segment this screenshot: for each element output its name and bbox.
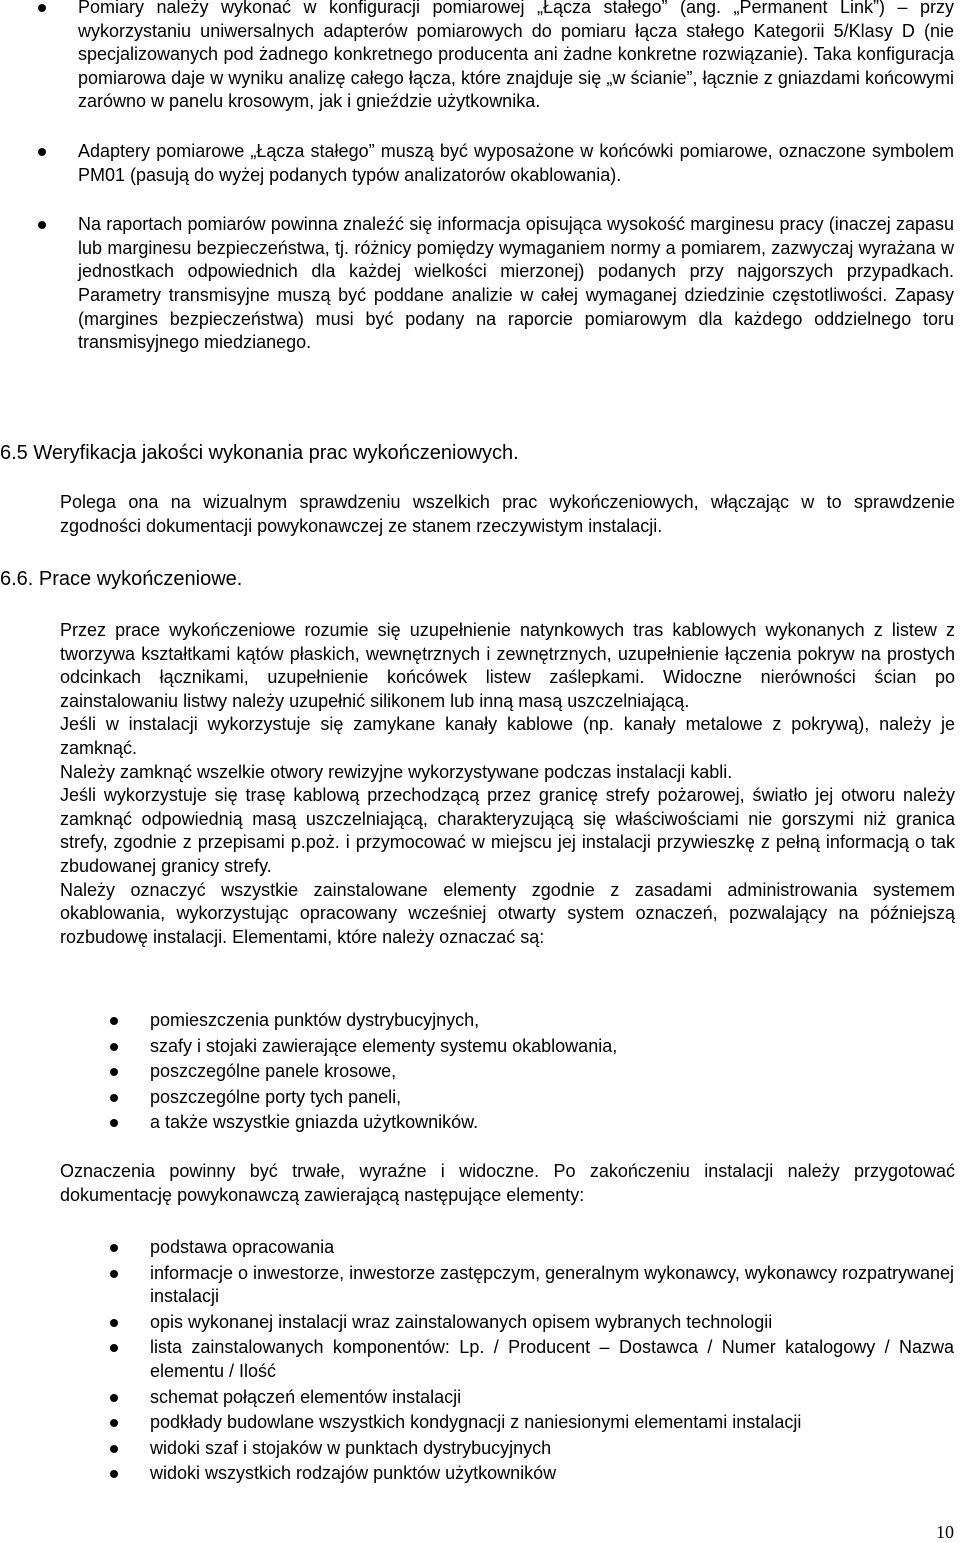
paragraph-text: Polega ona na wizualnym sprawdzeniu wszelkich prac wykończeniowych, włączając w to sprawdzenie zgodności dokumentacji powykonawczej ze stanem rzeczywistym instalacji.: [60, 492, 955, 536]
list-item: [0, 1236, 960, 1260]
paragraph-text: Jeśli wykorzystuje się trasę kablową przechodzącą przez granicę strefy pożarowej, światło jej otworu należy zamknąć odpowiednią masą uszczelniającą, charakteryzującą się właściwościami nie gorszymi niż granica strefy, zgodnie z przepisami p.poż. i przymocować w miejscu jej instalacji przywieszkę z pełną informacją o tak zbudowanej granicy strefy.: [60, 785, 955, 876]
list-item: [0, 1060, 960, 1084]
paragraph-text: Oznaczenia powinny być trwałe, wyraźne i widoczne. Po zakończeniu instalacji należy przygotować dokumentację powykonawczą zawierającą następujące elementy:: [60, 1161, 955, 1205]
list-item: [0, 1009, 960, 1033]
section-6-6-paragraphs: [60, 619, 955, 949]
list-item: [0, 1311, 960, 1335]
list-item: [0, 1086, 960, 1110]
list-item: [0, 1336, 960, 1383]
bullet-item: [0, 0, 960, 114]
list-item-text: podstawa opracowania: [150, 1237, 335, 1257]
list-item: [0, 1035, 960, 1059]
list-item-text: podkłady budowlane wszystkich kondygnacji z naniesionymi elementami instalacji: [150, 1412, 802, 1433]
bullet-text: Na raportach pomiarów powinna znaleźć się informacja opisująca wysokość marginesu pracy (inaczej zapasu lub marginesu bezpieczeństwa, tj. różnicy pomiędzy wymaganiem normy a pomiarem, zazwyczaj wyrażana w jednostkach odpowiednich dla każdej wielkości mierzonej) podanych przy najgorszych przypadkach. Parametry transmisyjne muszą być poddane analizie w całej wymaganej dziedzinie częstotliwości. Zapasy (margines bezpieczeństwa) musi być podany na raporcie pomiarowym dla każdego oddzielnego toru transmisyjnego miedzianego.: [78, 214, 954, 353]
list-item-text: schemat połączeń elementów instalacji: [150, 1386, 462, 1407]
list-item: [0, 1386, 960, 1410]
list-item-text: pomieszczenia punktów dystrybucyjnych,: [150, 1010, 480, 1030]
list-item: [0, 1111, 960, 1135]
documentation-paragraph: [60, 1160, 955, 1207]
documentation-elements-list: [0, 1236, 960, 1486]
paragraph-text: Należy oznaczyć wszystkie zainstalowane elementy zgodnie z zasadami administrowania systemem okablowania, wykorzystując opracowany wcześniej otwarty system oznaczeń, pozwalający na późniejszą rozbudowę instalacji. Elementami, które należy oznaczać są:: [60, 879, 955, 947]
list-item-text: poszczególne panele krosowe,: [150, 1061, 397, 1082]
list-item: [0, 1411, 960, 1435]
paragraph-text: Przez prace wykończeniowe rozumie się uzupełnienie natynkowych tras kablowych wykonanych z listew z tworzywa kształtkami kątów płaskich, wewnętrznych i zewnętrznych, uzupełnienie łączenia pokryw na prostych odcinkach łącznikami, uzupełnienie końcówek listew zaślepkami. Widoczne nierówności ścian po zainstalowaniu listwy należy uzupełnić silikonem lub inną masą uszczelniającą.: [60, 620, 955, 711]
list-item-text: lista zainstalowanych komponentów: Lp. / Producent – Dostawca / Numer katalogowy / Nazwa elementu / Ilość: [150, 1337, 954, 1381]
list-item-text: widoki szaf i stojaków w punktach dystrybucyjnych: [150, 1437, 552, 1458]
list-item-text: informacje o inwestorze, inwestorze zastępczym, generalnym wykonawcy, wykonawcy rozpatrywanej instalacji: [150, 1262, 954, 1307]
bullet-item: [0, 140, 960, 187]
bullet-item: [0, 213, 960, 355]
paragraph-text: Jeśli w instalacji wykorzystuje się zamykane kanały kablowe (np. kanały metalowe z pokrywą), należy je zamknąć.: [60, 714, 955, 758]
labeling-elements-list: [0, 1009, 960, 1135]
list-item-text: poszczególne porty tych paneli,: [150, 1086, 402, 1107]
list-item: [0, 1262, 960, 1309]
list-item-text: opis wykonanej instalacji wraz zainstalowanych opisem wybranych technologii: [150, 1311, 773, 1332]
list-item: [0, 1462, 960, 1486]
bullet-text: Pomiary należy wykonać w konfiguracji pomiarowej „Łącza stałego” (ang. „Permanent Link”) – przy wykorzystaniu uniwersalnych adapterów pomiarowych do pomiaru łącza stałego Kategorii 5/Klasy D (nie specjalizowanych pod żadnego konkretnego producenta ani żadne konkretne rozwiązanie). Taka konfiguracja pomiarowa daje w wyniku analizę całego łącza, które znajduje się „w ścianie”, łącznie z gniazdami końcowymi zarówno w panelu krosowym, jak i gnieździe użytkownika.: [78, 0, 954, 112]
page-number: 10: [936, 1522, 954, 1542]
measurement-bullet-list: [0, 0, 960, 355]
section-heading-6-6: 6.6. Prace wykończeniowe.: [0, 568, 243, 590]
paragraph-text: Należy zamknąć wszelkie otwory rewizyjne wykorzystywane podczas instalacji kabli.: [60, 761, 733, 782]
list-item-text: a także wszystkie gniazda użytkowników.: [150, 1112, 479, 1133]
section-6-5-paragraph: [60, 491, 955, 538]
list-item-text: widoki wszystkich rodzajów punktów użytkowników: [150, 1463, 557, 1484]
section-heading-6-5: 6.5 Weryfikacja jakości wykonania prac wykończeniowych.: [0, 442, 519, 464]
list-item: [0, 1437, 960, 1461]
list-item-text: szafy i stojaki zawierające elementy systemu okablowania,: [150, 1035, 618, 1056]
bullet-text: Adaptery pomiarowe „Łącza stałego” muszą być wyposażone w końcówki pomiarowe, oznaczone symbolem PM01 (pasują do wyżej podanych typów analizatorów okablowania).: [78, 140, 954, 185]
